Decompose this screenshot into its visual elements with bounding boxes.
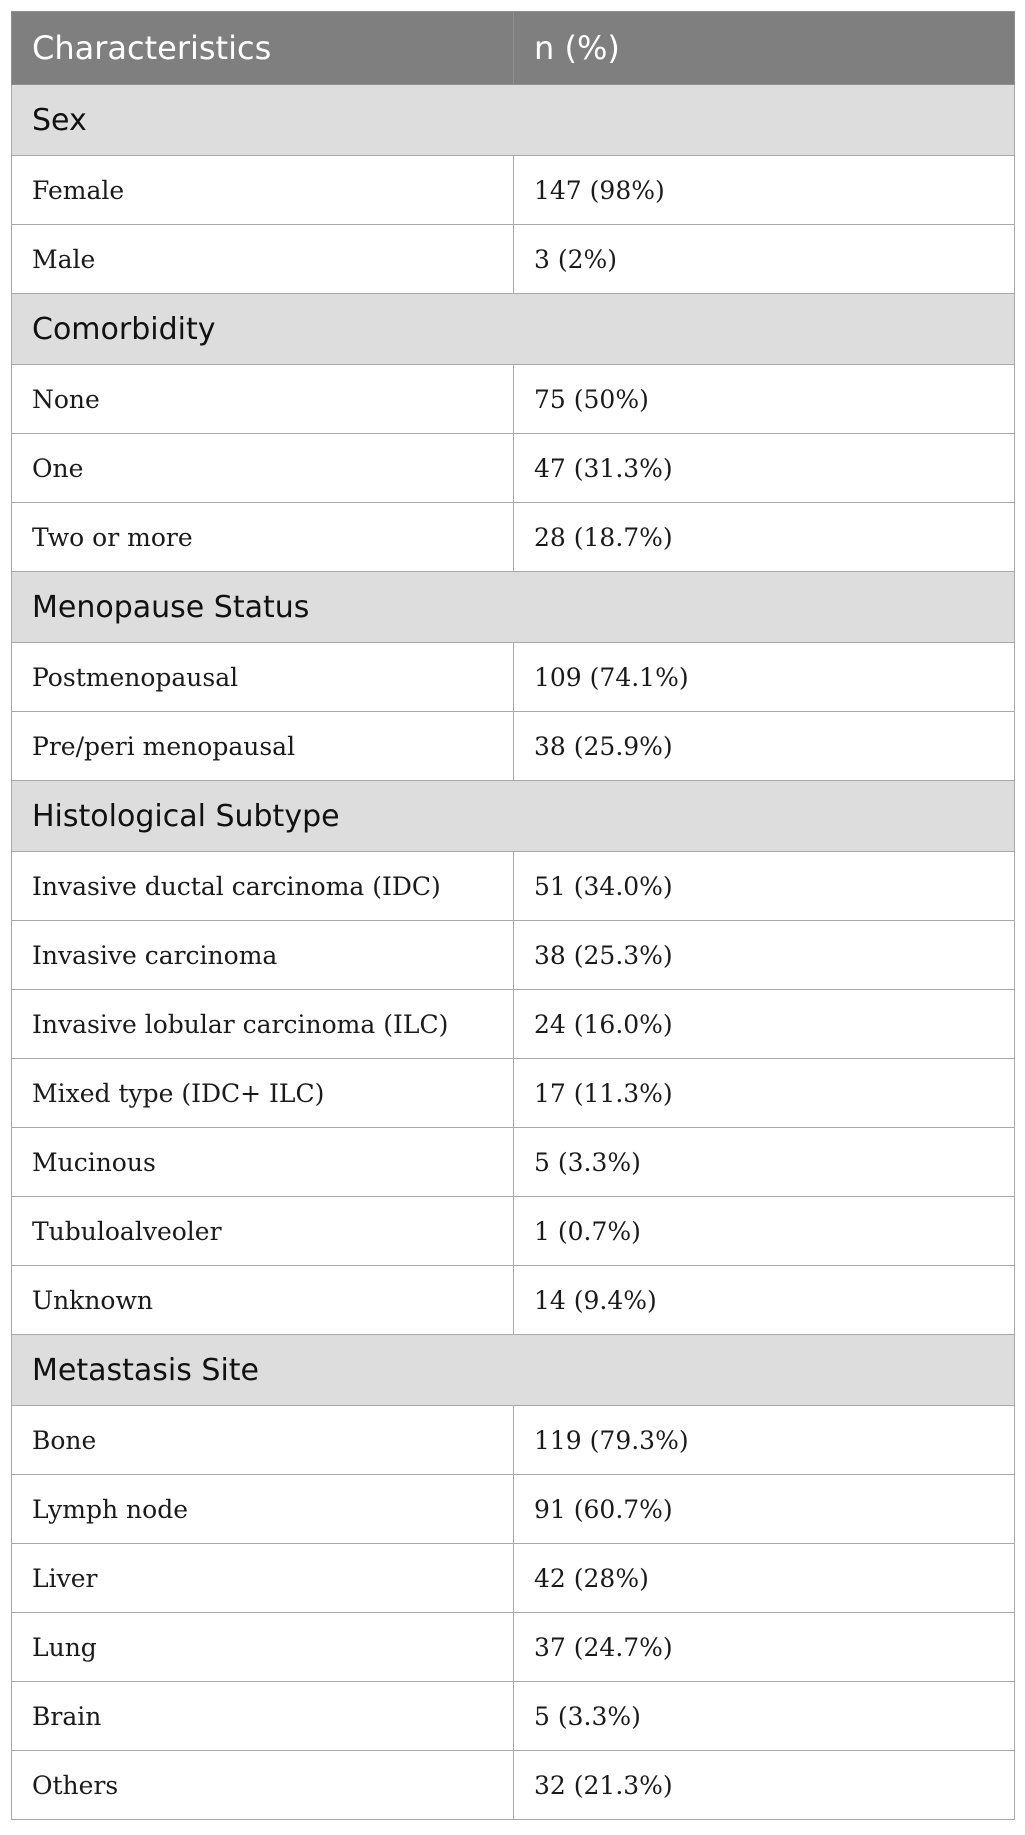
characteristic-cell: Invasive ductal carcinoma (IDC) bbox=[12, 852, 514, 921]
header-n-percent: n (%) bbox=[514, 12, 1015, 85]
characteristic-cell: Mucinous bbox=[12, 1128, 514, 1197]
table-row bbox=[12, 156, 1015, 225]
characteristic-cell: Others bbox=[12, 1751, 514, 1820]
value-cell: 47 (31.3%) bbox=[514, 434, 1015, 503]
characteristic-cell: Invasive carcinoma bbox=[12, 921, 514, 990]
table-body bbox=[12, 85, 1015, 1820]
header-row bbox=[12, 12, 1015, 85]
section-title: Menopause Status bbox=[12, 572, 1015, 643]
table-header bbox=[12, 12, 1015, 85]
table-row bbox=[12, 1613, 1015, 1682]
header-characteristics: Characteristics bbox=[12, 12, 514, 85]
table-row bbox=[12, 990, 1015, 1059]
table-row bbox=[12, 1544, 1015, 1613]
section-row bbox=[12, 294, 1015, 365]
section-title: Comorbidity bbox=[12, 294, 1015, 365]
table-row bbox=[12, 1751, 1015, 1820]
table-row bbox=[12, 503, 1015, 572]
section-row bbox=[12, 572, 1015, 643]
value-cell: 38 (25.9%) bbox=[514, 712, 1015, 781]
value-cell: 28 (18.7%) bbox=[514, 503, 1015, 572]
characteristic-cell: None bbox=[12, 365, 514, 434]
value-cell: 51 (34.0%) bbox=[514, 852, 1015, 921]
table-row bbox=[12, 1266, 1015, 1335]
value-cell: 5 (3.3%) bbox=[514, 1682, 1015, 1751]
characteristic-cell: Mixed type (IDC+ ILC) bbox=[12, 1059, 514, 1128]
characteristic-cell: Lung bbox=[12, 1613, 514, 1682]
table-row bbox=[12, 1406, 1015, 1475]
value-cell: 3 (2%) bbox=[514, 225, 1015, 294]
table-row bbox=[12, 225, 1015, 294]
characteristic-cell: Tubuloalveoler bbox=[12, 1197, 514, 1266]
section-title: Sex bbox=[12, 85, 1015, 156]
value-cell: 42 (28%) bbox=[514, 1544, 1015, 1613]
value-cell: 119 (79.3%) bbox=[514, 1406, 1015, 1475]
table-row bbox=[12, 1475, 1015, 1544]
section-title: Metastasis Site bbox=[12, 1335, 1015, 1406]
value-cell: 1 (0.7%) bbox=[514, 1197, 1015, 1266]
value-cell: 75 (50%) bbox=[514, 365, 1015, 434]
section-row bbox=[12, 781, 1015, 852]
table-row bbox=[12, 712, 1015, 781]
value-cell: 91 (60.7%) bbox=[514, 1475, 1015, 1544]
value-cell: 38 (25.3%) bbox=[514, 921, 1015, 990]
characteristic-cell: One bbox=[12, 434, 514, 503]
table-row bbox=[12, 434, 1015, 503]
section-row bbox=[12, 1335, 1015, 1406]
characteristic-cell: Male bbox=[12, 225, 514, 294]
table-row bbox=[12, 1128, 1015, 1197]
characteristics-table bbox=[11, 11, 1015, 1820]
table-row bbox=[12, 643, 1015, 712]
section-title: Histological Subtype bbox=[12, 781, 1015, 852]
characteristic-cell: Pre/peri menopausal bbox=[12, 712, 514, 781]
section-row bbox=[12, 85, 1015, 156]
value-cell: 147 (98%) bbox=[514, 156, 1015, 225]
characteristic-cell: Bone bbox=[12, 1406, 514, 1475]
table-row bbox=[12, 921, 1015, 990]
value-cell: 14 (9.4%) bbox=[514, 1266, 1015, 1335]
characteristic-cell: Postmenopausal bbox=[12, 643, 514, 712]
characteristic-cell: Unknown bbox=[12, 1266, 514, 1335]
characteristic-cell: Liver bbox=[12, 1544, 514, 1613]
characteristic-cell: Lymph node bbox=[12, 1475, 514, 1544]
characteristic-cell: Brain bbox=[12, 1682, 514, 1751]
table-row bbox=[12, 1682, 1015, 1751]
table-row bbox=[12, 852, 1015, 921]
characteristic-cell: Invasive lobular carcinoma (ILC) bbox=[12, 990, 514, 1059]
value-cell: 37 (24.7%) bbox=[514, 1613, 1015, 1682]
characteristic-cell: Female bbox=[12, 156, 514, 225]
value-cell: 109 (74.1%) bbox=[514, 643, 1015, 712]
value-cell: 17 (11.3%) bbox=[514, 1059, 1015, 1128]
table-container bbox=[11, 11, 1014, 1820]
table-row bbox=[12, 1059, 1015, 1128]
value-cell: 24 (16.0%) bbox=[514, 990, 1015, 1059]
value-cell: 32 (21.3%) bbox=[514, 1751, 1015, 1820]
value-cell: 5 (3.3%) bbox=[514, 1128, 1015, 1197]
characteristic-cell: Two or more bbox=[12, 503, 514, 572]
table-row bbox=[12, 365, 1015, 434]
table-row bbox=[12, 1197, 1015, 1266]
